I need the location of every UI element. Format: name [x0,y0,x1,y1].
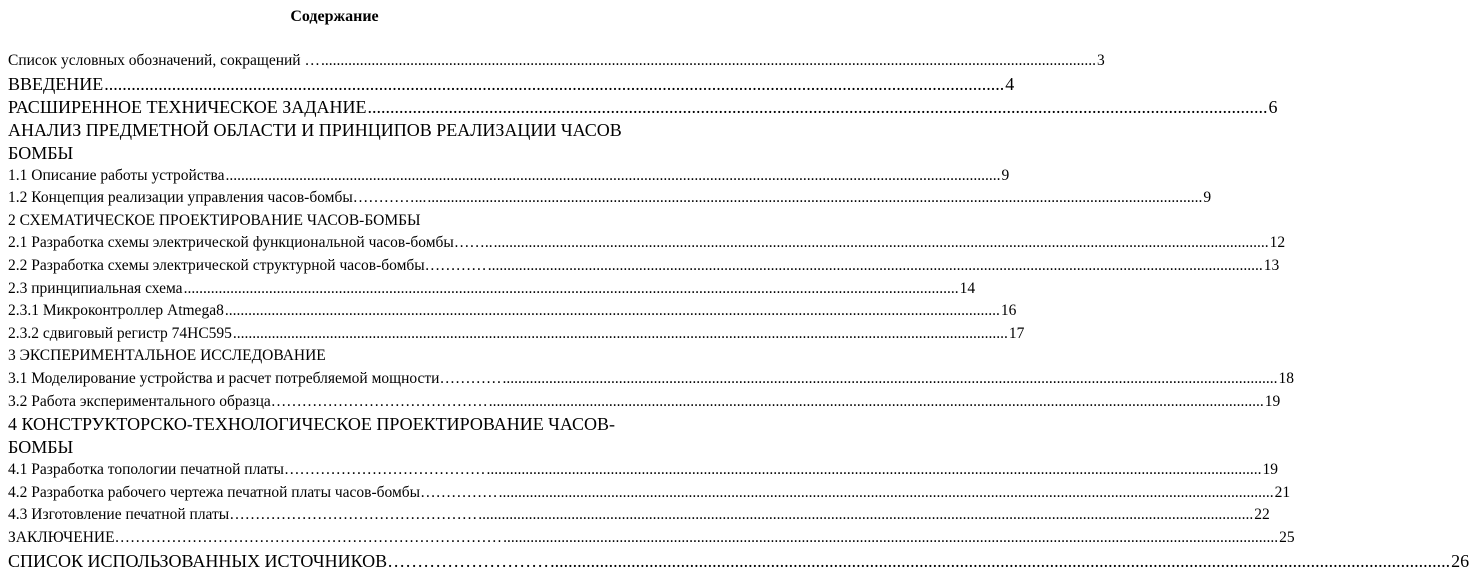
toc-dot-leader: ........................................................................................................................................................................................................ [486,461,1262,479]
toc-entry-label: 3 ЭКСПЕРИМЕНТАЛЬНОЕ ИССЛЕДОВАНИЕ [8,347,326,365]
toc-entry [8,210,659,233]
toc-page-number: 18 [1278,369,1294,387]
toc-entry [8,413,659,459]
toc-page-number: 25 [1279,528,1295,546]
toc-entry-label: 2.3 принципиальная схема [8,279,183,297]
toc-entry [8,323,1025,346]
toc-dot-leader: ........................................................................................................................................................................................................ [427,189,1203,207]
toc-entry-label: 4 КОНСТРУКТОРСКО-ТЕХНОЛОГИЧЕСКОЕ ПРОЕКТИРОВАНИЕ ЧАСОВ-БОМБЫ [8,414,615,458]
toc-entry [8,345,659,368]
toc-page-number: 16 [1000,302,1017,320]
toc-entry [8,255,1280,278]
toc-entry [8,232,1286,255]
toc-page-number: 9 [1001,166,1010,184]
toc-page-number: 22 [1254,506,1270,524]
toc-entry [8,459,1278,482]
toc-entry-label: 2.3.2 сдвиговый регистр 74HC595 [8,324,232,342]
toc-page-number: 19 [1264,392,1281,410]
toc-entry [8,550,1469,573]
toc-page-number: 14 [959,279,976,297]
toc-dot-leader: ........................................................................................................................................................................................................ [232,324,1008,342]
toc-dot-leader: ........................................................................................................................................................................................................ [502,369,1278,387]
toc-page-number: 12 [1269,234,1286,252]
toc-dot-leader: ........................................................................................................................................................................................................ [367,96,1268,117]
toc-entry [8,368,1294,391]
toc-entry-label: 4.3 Изготовление печатной платы………………………………………… [8,506,478,524]
toc-dot-leader: ........................................................................................................................................................................................................ [183,279,959,297]
toc-entry-label: 2.1 Разработка схемы электрической функциональной часов-бомбы…….. [8,234,493,252]
toc-entry [8,504,1270,527]
toc-entry [8,73,1015,96]
toc-entry [8,96,1278,119]
toc-dot-leader: ........................................................................................................................................................................................................ [104,73,1005,94]
toc-entry [8,119,659,165]
toc-dot-leader: ........................................................................................................................................................................................................ [503,528,1279,546]
toc-entry-label: 3.2 Работа экспериментального образца…………………………………… [8,392,488,410]
toc-entry-label: 2.2 Разработка схемы электрической структурной часов-бомбы………… [8,256,487,274]
toc-title: Содержание [290,8,379,25]
toc-entry [8,278,976,301]
toc-dot-leader: ........................................................................................................................................................................................................ [488,392,1264,410]
toc-entry-label: РАСШИРЕННОЕ ТЕХНИЧЕСКОЕ ЗАДАНИЕ [8,96,367,117]
toc-entry-label: Список условных обозначений, сокращений … [8,52,320,69]
toc-page-number: 26 [1451,550,1469,571]
toc-page-number: 6 [1268,96,1278,117]
toc-dot-leader: ........................................................................................................................................................................................................ [487,256,1263,274]
toc-entry [8,165,1010,188]
toc-entry-label: 4.2 Разработка рабочего чертежа печатной платы часов-бомбы…………… [8,483,498,501]
table-of-contents [8,50,1469,573]
toc-page-number: 3 [1096,52,1105,69]
toc-entry-label: 4.1 Разработка топологии печатной платы………………………………… [8,461,486,479]
toc-entry [8,300,1017,323]
toc-entry [8,50,1105,73]
toc-entry-label: 2.3.1 Микроконтроллер Atmega8 [8,302,224,320]
toc-entry [8,391,1281,414]
toc-dot-leader: ........................................................................................................................................................................................................ [478,506,1254,524]
toc-entry [8,482,1291,505]
toc-page-number: 4 [1005,73,1015,94]
toc-page-number: 17 [1008,324,1025,342]
toc-dot-leader: ........................................................................................................................................................................................................ [320,52,1096,69]
toc-entry-label: 1.2 Концепция реализации управления часов-бомбы…………... [8,189,427,207]
toc-dot-leader: ........................................................................................................................................................................................................ [498,483,1274,501]
toc-entry [8,527,1295,550]
toc-entry [8,187,1212,210]
toc-entry-label: ВВЕДЕНИЕ [8,73,104,94]
toc-dot-leader: ........................................................................................................................................................................................................ [550,550,1451,571]
toc-dot-leader: ........................................................................................................................................................................................................ [224,302,1000,320]
toc-page-number: 9 [1203,189,1212,207]
toc-page-number: 21 [1274,483,1291,501]
toc-entry-label: СПИСОК ИСПОЛЬЗОВАННЫХ ИСТОЧНИКОВ……………………… [8,550,550,571]
toc-dot-leader: ........................................................................................................................................................................................................ [225,166,1001,184]
toc-entry-label: 2 СХЕМАТИЧЕСКОЕ ПРОЕКТИРОВАНИЕ ЧАСОВ-БОМБЫ [8,211,421,229]
toc-entry-label: АНАЛИЗ ПРЕДМЕТНОЙ ОБЛАСТИ И ПРИНЦИПОВ РЕАЛИЗАЦИИ ЧАСОВ БОМБЫ [8,119,622,163]
toc-entry-label: ЗАКЛЮЧЕНИЕ………………………………………………………………… [8,528,503,546]
toc-page-number: 19 [1262,461,1278,479]
toc-entry-label: 1.1 Описание работы устройства [8,166,225,184]
toc-page-number: 13 [1263,256,1280,274]
toc-entry-label: 3.1 Моделирование устройства и расчет потребляемой мощности………… [8,369,502,387]
toc-dot-leader: ........................................................................................................................................................................................................ [493,234,1269,252]
